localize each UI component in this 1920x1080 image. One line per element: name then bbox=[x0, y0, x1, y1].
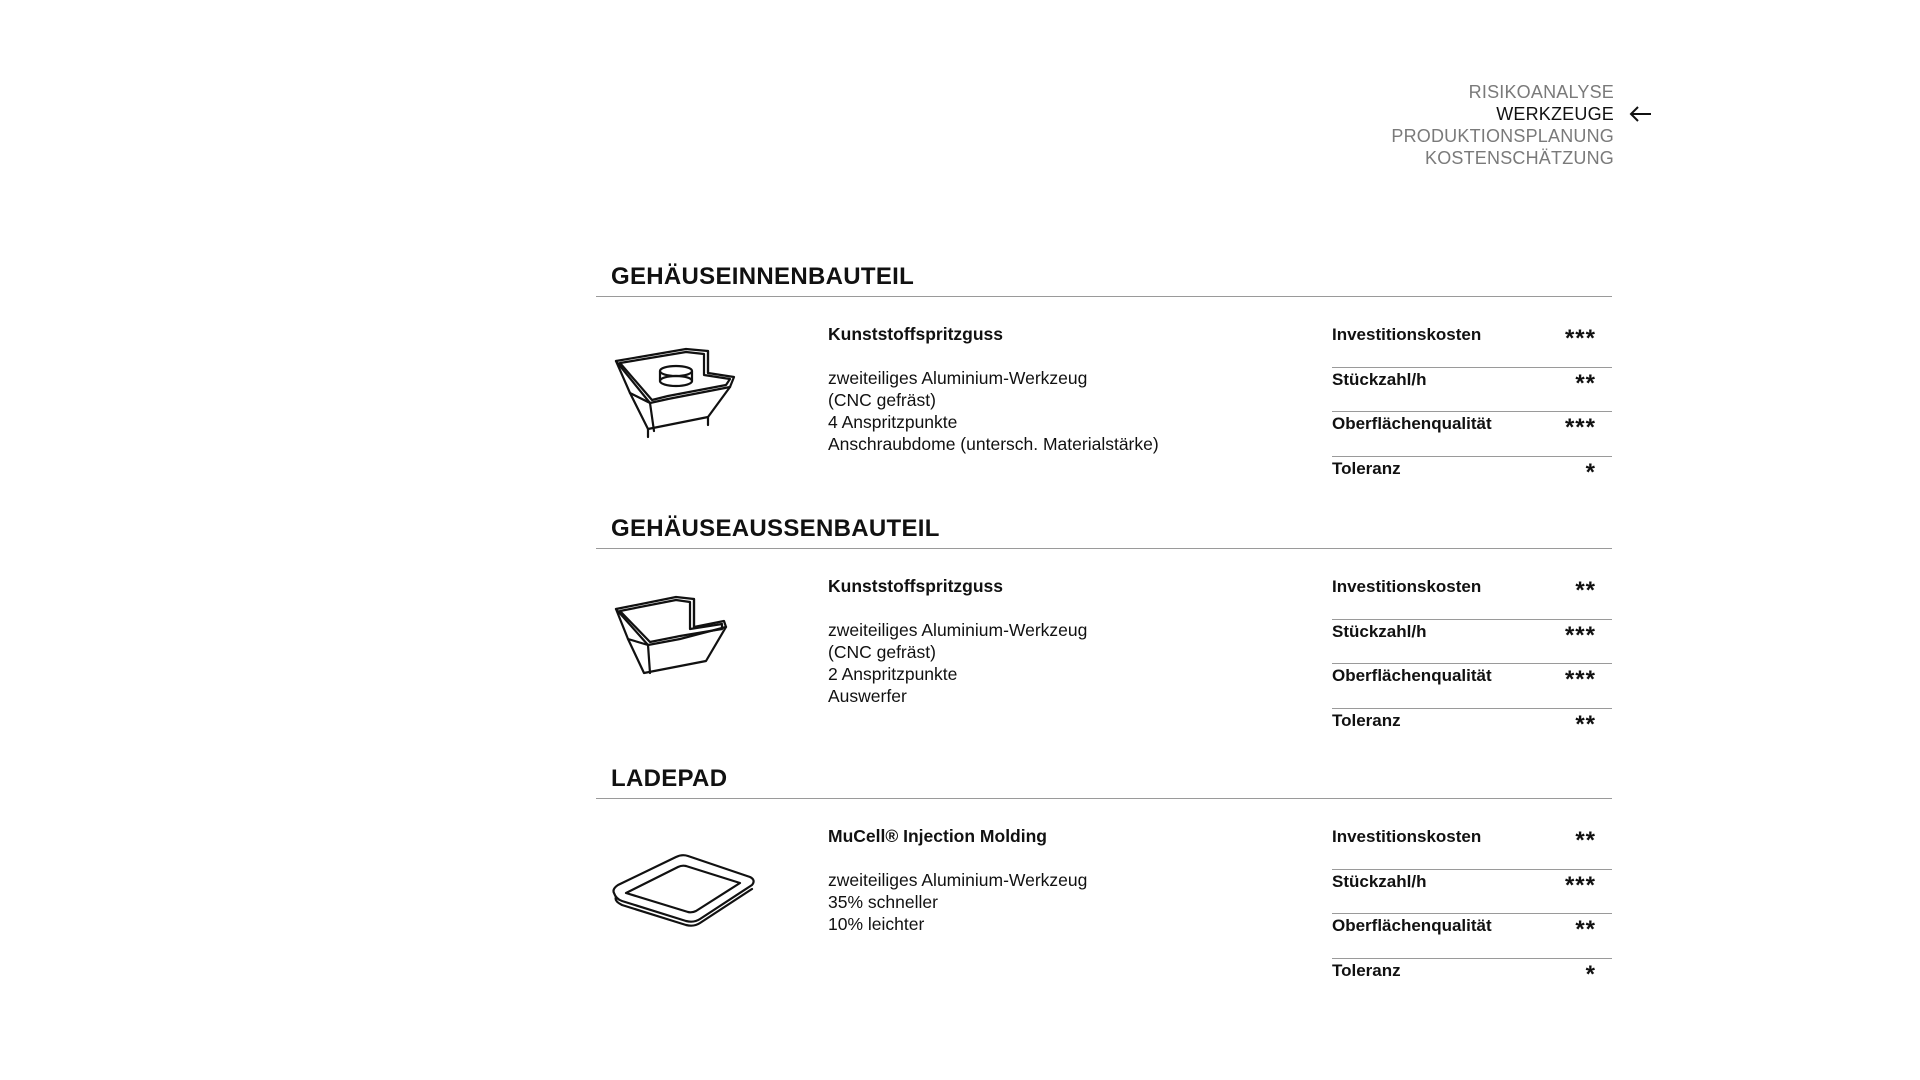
process-detail: zweiteiliges Aluminium-Werkzeug bbox=[828, 870, 1088, 890]
rating-table bbox=[1332, 825, 1612, 1002]
process-detail: Anschraubdome (untersch. Materialstärke) bbox=[828, 434, 1159, 454]
process-detail: 2 Anspritzpunkte bbox=[828, 664, 958, 684]
process-description bbox=[828, 825, 1248, 935]
rating-row-oberflaechenqualitaet bbox=[1332, 914, 1612, 959]
outer-housing-part-icon bbox=[608, 589, 758, 699]
process-detail: 35% schneller bbox=[828, 892, 938, 912]
rating-table bbox=[1332, 575, 1612, 752]
process-detail: (CNC gefräst) bbox=[828, 390, 936, 410]
rating-stars: ** bbox=[1575, 369, 1596, 397]
rating-label: Oberflächenqualität bbox=[1332, 916, 1492, 935]
rating-label: Stückzahl/h bbox=[1332, 871, 1427, 891]
process-detail: 4 Anspritzpunkte bbox=[828, 412, 958, 432]
rating-table bbox=[1332, 323, 1612, 500]
rating-row-investitionskosten bbox=[1332, 825, 1612, 870]
process-description bbox=[828, 323, 1248, 455]
rating-stars: *** bbox=[1564, 414, 1596, 441]
process-title: Kunststoffspritzguss bbox=[828, 576, 1003, 596]
rating-label: Oberflächenqualität bbox=[1332, 414, 1492, 433]
rating-label: Investitionskosten bbox=[1332, 577, 1482, 596]
rating-row-toleranz bbox=[1332, 959, 1612, 1003]
process-detail: Auswerfer bbox=[828, 686, 907, 706]
process-detail: zweiteiliges Aluminium-Werkzeug bbox=[828, 368, 1088, 388]
section-title: GEHÄUSEINNENBAUTEIL bbox=[611, 263, 915, 290]
rating-stars: *** bbox=[1564, 871, 1596, 899]
inner-housing-part-icon bbox=[608, 337, 758, 447]
section-outer-housing bbox=[596, 514, 1612, 739]
rating-stars: ** bbox=[1575, 916, 1596, 943]
rating-stars: *** bbox=[1564, 666, 1596, 693]
rating-stars: *** bbox=[1564, 621, 1596, 649]
rating-row-toleranz bbox=[1332, 709, 1612, 753]
process-detail: zweiteiliges Aluminium-Werkzeug bbox=[828, 620, 1088, 640]
process-title: Kunststoffspritzguss bbox=[828, 324, 1003, 344]
section-title: GEHÄUSEAUSSENBAUTEIL bbox=[611, 515, 940, 542]
section-ladepad bbox=[596, 764, 1612, 989]
process-description bbox=[828, 575, 1248, 707]
rating-label: Oberflächenqualität bbox=[1332, 666, 1492, 685]
rating-stars: *** bbox=[1564, 325, 1596, 352]
process-detail: 10% leichter bbox=[828, 914, 925, 934]
nav-item-risikoanalyse[interactable]: RISIKOANALYSE bbox=[1468, 82, 1614, 102]
rating-row-oberflaechenqualitaet bbox=[1332, 412, 1612, 457]
arrow-left-icon bbox=[1628, 104, 1654, 124]
rating-stars: * bbox=[1585, 960, 1596, 988]
rating-row-stueckzahl bbox=[1332, 620, 1612, 665]
section-inner-housing bbox=[596, 262, 1612, 487]
nav-item-werkzeuge[interactable]: WERKZEUGE bbox=[1496, 104, 1614, 124]
charging-pad-icon bbox=[608, 839, 758, 949]
rating-row-investitionskosten bbox=[1332, 575, 1612, 620]
rating-row-oberflaechenqualitaet bbox=[1332, 664, 1612, 709]
process-title: MuCell® Injection Molding bbox=[828, 826, 1047, 846]
rating-label: Investitionskosten bbox=[1332, 325, 1482, 344]
rating-stars: ** bbox=[1575, 710, 1596, 738]
rating-label: Toleranz bbox=[1332, 960, 1401, 980]
rating-label: Stückzahl/h bbox=[1332, 621, 1427, 641]
nav-item-kostenschaetzung[interactable]: KOSTENSCHÄTZUNG bbox=[1424, 148, 1614, 168]
nav-item-produktionsplanung[interactable]: PRODUKTIONSPLANUNG bbox=[1391, 126, 1614, 146]
section-title: LADEPAD bbox=[611, 765, 728, 792]
rating-label: Toleranz bbox=[1332, 458, 1401, 478]
rating-label: Investitionskosten bbox=[1332, 827, 1482, 846]
rating-label: Toleranz bbox=[1332, 710, 1401, 730]
rating-label: Stückzahl/h bbox=[1332, 369, 1427, 389]
rating-row-stueckzahl bbox=[1332, 870, 1612, 915]
rating-stars: ** bbox=[1575, 577, 1596, 604]
section-navigation bbox=[1391, 81, 1614, 169]
rating-row-investitionskosten bbox=[1332, 323, 1612, 368]
rating-row-toleranz bbox=[1332, 457, 1612, 501]
rating-stars: * bbox=[1585, 458, 1596, 486]
rating-row-stueckzahl bbox=[1332, 368, 1612, 413]
process-detail: (CNC gefräst) bbox=[828, 642, 936, 662]
rating-stars: ** bbox=[1575, 827, 1596, 854]
